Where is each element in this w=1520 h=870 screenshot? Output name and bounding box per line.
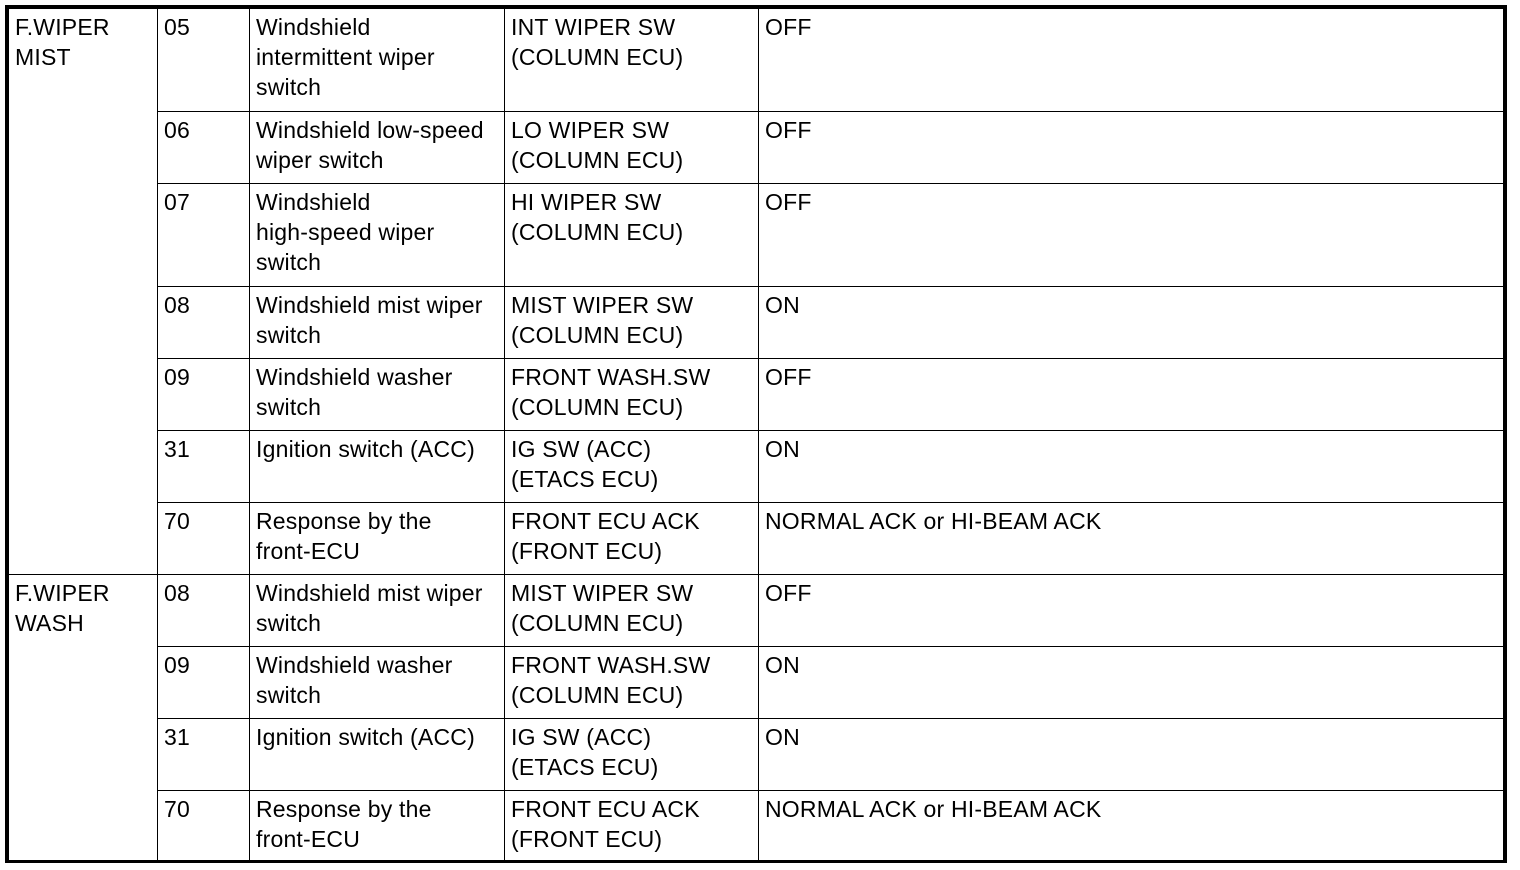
signal-line: (FRONT ECU) (511, 538, 663, 564)
signal-cell (505, 575, 759, 647)
item-number-cell: 08 (158, 575, 250, 647)
table-row (9, 719, 1504, 791)
item-number-cell: 07 (158, 184, 250, 287)
signal-cell (505, 9, 759, 112)
item-number-cell: 31 (158, 719, 250, 791)
item-number-cell: 06 (158, 112, 250, 184)
state-cell: OFF (759, 9, 1504, 112)
item-name-line: switch (256, 682, 322, 708)
item-number-cell: 70 (158, 503, 250, 575)
item-name-line: Response by the (256, 796, 432, 822)
signal-line: INT WIPER SW (511, 14, 676, 40)
signal-cell (505, 431, 759, 503)
state-cell: NORMAL ACK or HI-BEAM ACK (759, 503, 1504, 575)
table-row (9, 791, 1504, 863)
signal-line: (COLUMN ECU) (511, 322, 684, 348)
state-cell: OFF (759, 184, 1504, 287)
wiper-input-table-frame (5, 5, 1507, 863)
signal-line: (ETACS ECU) (511, 466, 659, 492)
signal-line: FRONT WASH.SW (511, 652, 711, 678)
item-name-line: Response by the (256, 508, 432, 534)
item-number-cell: 31 (158, 431, 250, 503)
wiper-input-table (8, 8, 1504, 863)
signal-cell (505, 791, 759, 863)
state-cell: OFF (759, 359, 1504, 431)
item-name-line: Windshield (256, 189, 371, 215)
signal-line: FRONT ECU ACK (511, 508, 700, 534)
item-number-cell: 09 (158, 647, 250, 719)
item-name-line: switch (256, 394, 322, 420)
item-name-cell (250, 719, 505, 791)
item-name-cell (250, 359, 505, 431)
item-name-line: switch (256, 322, 322, 348)
table-row (9, 647, 1504, 719)
table-row (9, 184, 1504, 287)
signal-line: (COLUMN ECU) (511, 219, 684, 245)
table-row (9, 503, 1504, 575)
item-name-line: switch (256, 249, 322, 275)
table-row (9, 359, 1504, 431)
item-name-line: high-speed wiper (256, 219, 435, 245)
item-name-cell (250, 431, 505, 503)
signal-line: (FRONT ECU) (511, 826, 663, 852)
signal-line: LO WIPER SW (511, 117, 670, 143)
item-name-cell (250, 287, 505, 359)
item-name-line: Windshield mist wiper (256, 292, 483, 318)
item-name-line: front-ECU (256, 826, 361, 852)
mode-label-line: MIST (15, 44, 71, 70)
item-name-cell (250, 575, 505, 647)
item-name-line: Ignition switch (ACC) (256, 436, 475, 462)
signal-line: MIST WIPER SW (511, 292, 694, 318)
item-name-line: intermittent wiper (256, 44, 435, 70)
item-name-cell (250, 647, 505, 719)
signal-line: (ETACS ECU) (511, 754, 659, 780)
mode-cell (9, 9, 158, 575)
mode-label-line: F.WIPER (15, 580, 110, 606)
signal-cell (505, 719, 759, 791)
signal-cell (505, 184, 759, 287)
item-name-line: Windshield washer (256, 652, 453, 678)
item-number-cell: 08 (158, 287, 250, 359)
signal-cell (505, 112, 759, 184)
item-name-line: Ignition switch (ACC) (256, 724, 475, 750)
signal-line: (COLUMN ECU) (511, 147, 684, 173)
signal-cell (505, 647, 759, 719)
item-name-cell (250, 9, 505, 112)
signal-line: MIST WIPER SW (511, 580, 694, 606)
item-number-cell: 09 (158, 359, 250, 431)
item-name-cell (250, 503, 505, 575)
signal-line: FRONT WASH.SW (511, 364, 711, 390)
item-number-cell: 70 (158, 791, 250, 863)
signal-cell (505, 287, 759, 359)
table-row (9, 431, 1504, 503)
state-cell: NORMAL ACK or HI-BEAM ACK (759, 791, 1504, 863)
item-name-line: Windshield low-speed (256, 117, 484, 143)
table-row (9, 9, 1504, 112)
state-cell: OFF (759, 575, 1504, 647)
item-name-line: switch (256, 74, 322, 100)
table-row (9, 575, 1504, 647)
item-name-line: Windshield mist wiper (256, 580, 483, 606)
signal-line: (COLUMN ECU) (511, 682, 684, 708)
mode-label-line: WASH (15, 610, 84, 636)
item-name-line: front-ECU (256, 538, 361, 564)
signal-line: IG SW (ACC) (511, 436, 652, 462)
state-cell: ON (759, 719, 1504, 791)
item-name-cell (250, 112, 505, 184)
state-cell: ON (759, 647, 1504, 719)
signal-line: IG SW (ACC) (511, 724, 652, 750)
signal-line: (COLUMN ECU) (511, 610, 684, 636)
signal-line: HI WIPER SW (511, 189, 662, 215)
item-number-cell: 05 (158, 9, 250, 112)
state-cell: ON (759, 287, 1504, 359)
signal-cell (505, 503, 759, 575)
item-name-cell (250, 184, 505, 287)
signal-cell (505, 359, 759, 431)
signal-line: (COLUMN ECU) (511, 44, 684, 70)
signal-line: (COLUMN ECU) (511, 394, 684, 420)
table-row (9, 287, 1504, 359)
item-name-cell (250, 791, 505, 863)
table-row (9, 112, 1504, 184)
item-name-line: Windshield (256, 14, 371, 40)
state-cell: ON (759, 431, 1504, 503)
state-cell: OFF (759, 112, 1504, 184)
mode-cell (9, 575, 158, 863)
mode-label-line: F.WIPER (15, 14, 110, 40)
signal-line: FRONT ECU ACK (511, 796, 700, 822)
item-name-line: Windshield washer (256, 364, 453, 390)
item-name-line: switch (256, 610, 322, 636)
item-name-line: wiper switch (256, 147, 384, 173)
